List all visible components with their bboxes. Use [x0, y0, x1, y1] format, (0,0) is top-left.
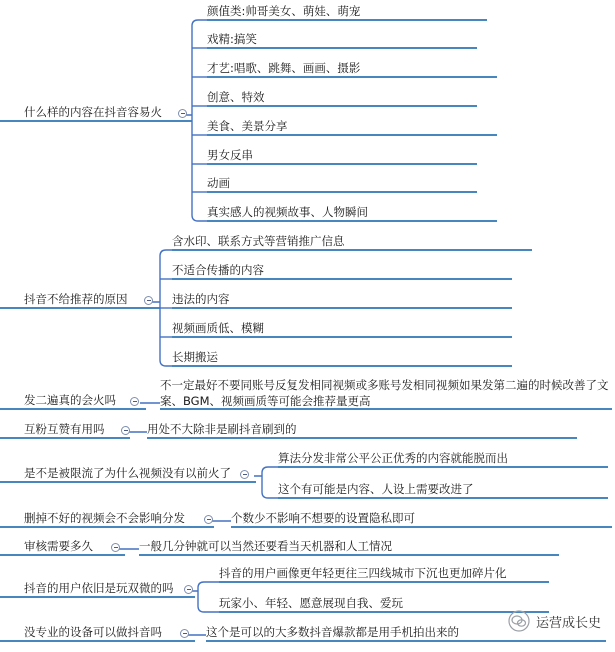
child-label: 一般几分钟就可以当然还要看当天机器和人工情况: [139, 539, 392, 553]
collapse-icon[interactable]: [240, 470, 249, 479]
collapse-icon[interactable]: [144, 296, 153, 305]
connector-line: [198, 582, 219, 588]
branch-label: 删掉不好的视频会不会影响分发: [24, 511, 185, 525]
connector-line: [262, 492, 278, 498]
collapse-icon[interactable]: [121, 426, 130, 435]
child-label: 美食、美景分享: [207, 119, 288, 133]
child-label: 才艺:唱歌、跳舞、画画、摄影: [207, 61, 361, 75]
watermark: [508, 610, 601, 632]
child-label: 这个是可以的大多数抖音爆款都是用手机拍出来的: [206, 625, 459, 639]
child-label: 视频画质低、模糊: [172, 321, 264, 335]
child-label: 用处不大除非是刷抖音刷到的: [147, 422, 297, 436]
branch-label: 什么样的内容在抖音容易火: [24, 105, 162, 119]
child-label: 男女反串: [207, 148, 253, 162]
child-label: 含水印、联系方式等营销推广信息: [172, 234, 345, 248]
child-label: 算法分发非常公平公正优秀的内容就能脱而出: [278, 451, 508, 465]
collapse-icon[interactable]: [184, 585, 193, 594]
collapse-icon[interactable]: [180, 629, 189, 638]
collapse-icon[interactable]: [111, 543, 120, 552]
connector-line: [192, 215, 207, 221]
child-label: 玩家小、年轻、愿意展现自我、爱玩: [219, 596, 403, 610]
branch-label: 审核需要多久: [24, 539, 93, 553]
collapse-icon[interactable]: [130, 397, 139, 406]
connector-line: [192, 20, 207, 26]
connector-line: [160, 250, 172, 256]
branch-label: 没专业的设备可以做抖音吗: [24, 625, 162, 639]
connector-line: [198, 606, 219, 612]
connector-line: [160, 360, 172, 366]
child-label: 抖音的用户画像更年轻更往三四线城市下沉也更加碎片化: [219, 566, 507, 580]
child-label: 违法的内容: [172, 292, 230, 306]
child-label: 这个有可能是内容、人设上需要改进了: [278, 482, 474, 496]
child-label: 不适合传播的内容: [172, 263, 264, 277]
child-label: 个数少不影响不想要的设置隐私即可: [231, 511, 415, 525]
branch-label: 发二遍真的会火吗: [24, 393, 116, 407]
child-label: 戏精:搞笑: [207, 32, 257, 46]
child-label: 长期搬运: [172, 350, 218, 364]
collapse-icon[interactable]: [204, 515, 213, 524]
child-label: 创意、特效: [207, 90, 265, 104]
collapse-icon[interactable]: [178, 109, 187, 118]
branch-label: 互粉互赞有用吗: [24, 422, 105, 436]
watermark-text: 运营成长史: [535, 615, 601, 631]
wechat-icon: [508, 610, 530, 632]
child-label: 真实感人的视频故事、人物瞬间: [207, 205, 368, 219]
child-label: 颜值类:帅哥美女、萌娃、萌宠: [207, 4, 361, 18]
child-label: 不一定最好不要同账号反复发相同视频或多账号发相同视频如果发第二遍的时候改善了文案、BGM、视频画质等可能会推荐量更高: [160, 378, 609, 408]
branch-label: 抖音不给推荐的原因: [24, 292, 128, 306]
child-label: 动画: [207, 176, 230, 190]
branch-label: 抖音的用户依旧是玩双微的吗: [24, 581, 174, 595]
branch-label: 是不是被限流了为什么视频没有以前火了: [24, 466, 231, 480]
connector-line: [262, 467, 278, 473]
